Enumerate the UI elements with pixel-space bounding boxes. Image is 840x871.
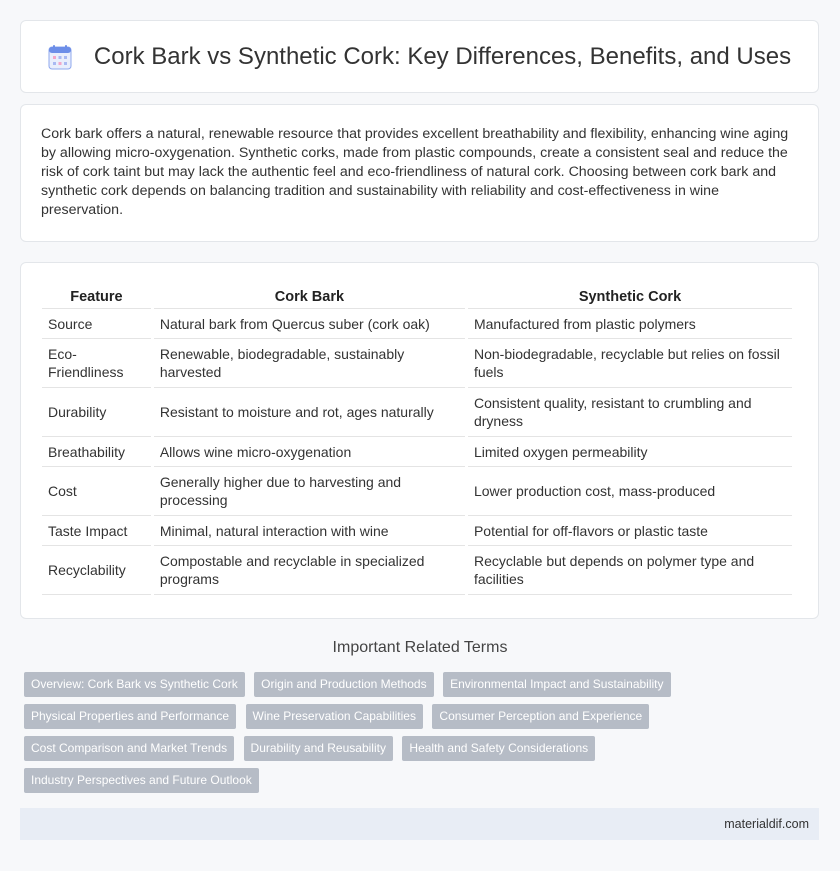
table-cell-synthetic-cork: Lower production cost, mass-produced [468, 467, 792, 516]
related-term-tag[interactable]: Health and Safety Considerations [402, 736, 595, 761]
table-cell-synthetic-cork: Consistent quality, resistant to crumbling and dryness [468, 388, 792, 437]
table-cell-cork-bark: Natural bark from Quercus suber (cork oak) [154, 309, 465, 339]
footer [20, 808, 819, 840]
table-cell-cork-bark: Renewable, biodegradable, sustainably harvested [154, 339, 465, 388]
table-row [42, 388, 792, 437]
table-cell-feature: Cost [42, 467, 151, 516]
related-term-tag[interactable]: Origin and Production Methods [254, 672, 433, 697]
related-terms-list [24, 672, 824, 800]
table-cell-cork-bark: Resistant to moisture and rot, ages naturally [154, 388, 465, 437]
table-row [42, 309, 792, 339]
related-term-tag[interactable]: Physical Properties and Performance [24, 704, 236, 729]
table-cell-synthetic-cork: Non-biodegradable, recyclable but relies on fossil fuels [468, 339, 792, 388]
table-cell-feature: Durability [42, 388, 151, 437]
comparison-table-card [20, 262, 819, 619]
table-cell-cork-bark: Compostable and recyclable in specialized programs [154, 546, 465, 595]
table-cell-feature: Source [42, 309, 151, 339]
related-term-tag[interactable]: Environmental Impact and Sustainability [443, 672, 670, 697]
related-term-tag[interactable]: Durability and Reusability [244, 736, 393, 761]
related-term-tag[interactable]: Industry Perspectives and Future Outlook [24, 768, 259, 793]
intro-card [20, 104, 819, 242]
comparison-table [39, 287, 795, 595]
related-term-tag[interactable]: Consumer Perception and Experience [432, 704, 649, 729]
related-term-tag[interactable]: Wine Preservation Capabilities [246, 704, 423, 729]
table-cell-feature: Breathability [42, 437, 151, 467]
column-header-synthetic-cork: Synthetic Cork [468, 287, 792, 309]
table-cell-cork-bark: Allows wine micro-oxygenation [154, 437, 465, 467]
table-cell-feature: Eco-Friendliness [42, 339, 151, 388]
column-header-cork-bark: Cork Bark [154, 287, 465, 309]
table-row [42, 437, 792, 467]
table-cell-synthetic-cork: Recyclable but depends on polymer type and facilities [468, 546, 792, 595]
table-header-row [42, 287, 792, 309]
table-row [42, 546, 792, 595]
table-cell-feature: Recyclability [42, 546, 151, 595]
table-cell-synthetic-cork: Manufactured from plastic polymers [468, 309, 792, 339]
title-card [20, 20, 819, 93]
table-cell-synthetic-cork: Potential for off-flavors or plastic taste [468, 516, 792, 546]
table-row [42, 467, 792, 516]
table-row [42, 339, 792, 388]
related-term-tag[interactable]: Overview: Cork Bark vs Synthetic Cork [24, 672, 245, 697]
page-title [48, 43, 791, 71]
table-row [42, 516, 792, 546]
intro-paragraph: Cork bark offers a natural, renewable resource that provides excellent breathability and flexibility, enhancing wine aging by allowing micro-oxygenation. Synthetic corks, made from plastic compounds, create a consistent seal and reduce the risk of cork taint but may lack the authentic feel and eco-friendliness of natural cork. Choosing between cork bark and synthetic cork depends on balancing tradition and sustainability with reliability and cost-effectiveness in wine preservation. [41, 126, 789, 218]
table-cell-feature: Taste Impact [42, 516, 151, 546]
column-header-feature: Feature [42, 287, 151, 309]
table-cell-cork-bark: Generally higher due to harvesting and processing [154, 467, 465, 516]
related-terms-heading: Important Related Terms [332, 639, 508, 656]
related-term-tag[interactable]: Cost Comparison and Market Trends [24, 736, 234, 761]
table-cell-synthetic-cork: Limited oxygen permeability [468, 437, 792, 467]
calendar-grid-icon [48, 44, 72, 70]
footer-site-link[interactable]: materialdif.com [724, 817, 809, 831]
page-title-text: Cork Bark vs Synthetic Cork: Key Differences, Benefits, and Uses [93, 42, 792, 70]
table-cell-cork-bark: Minimal, natural interaction with wine [154, 516, 465, 546]
